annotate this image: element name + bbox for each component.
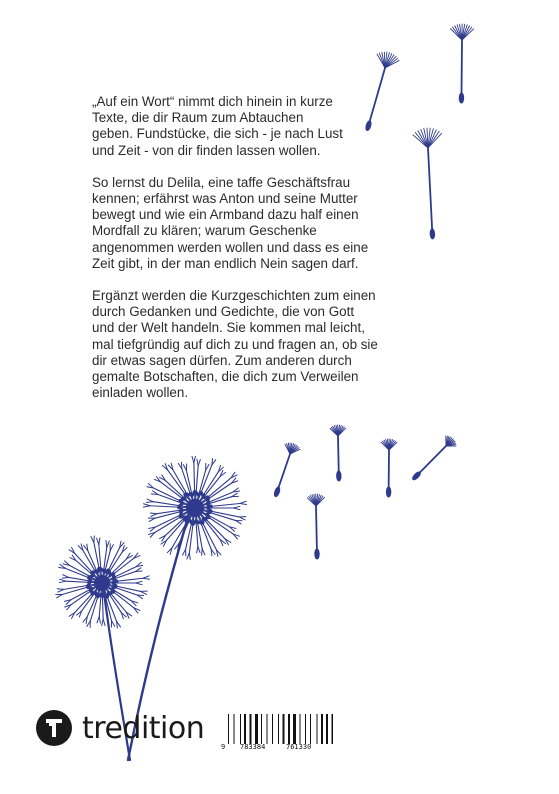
blurb-paragraph-3 bbox=[92, 288, 412, 401]
isbn-barcode bbox=[221, 714, 333, 754]
line: mal tiefgründig auf dich zu und fragen an, ob sie bbox=[92, 336, 378, 352]
blurb-paragraph-2 bbox=[92, 175, 412, 272]
line: einladen wollen. bbox=[92, 385, 189, 401]
line: Texte, die dir Raum zum Abtauchen bbox=[92, 110, 304, 126]
line: kennen; erfährst was Anton und seine Mutter bbox=[92, 191, 358, 207]
barcode-group-right: 761330 bbox=[286, 743, 312, 751]
barcode-group-left: 783384 bbox=[240, 743, 266, 751]
barcode-digit-first: 9 bbox=[221, 743, 226, 751]
line: gemalte Botschaften, die dich zum Verweilen bbox=[92, 369, 359, 385]
dandelion-head-large bbox=[143, 456, 246, 559]
line: Zeit gibt, in der man endlich Nein sagen darf. bbox=[92, 255, 359, 271]
line: „Auf ein Wort“ nimmt dich hinein in kurze bbox=[92, 94, 333, 109]
line: bewegt und wie ein Armband dazu half einen bbox=[92, 207, 359, 223]
line: angenommen werden wollen und dass es eine bbox=[92, 239, 369, 255]
barcode-bars bbox=[228, 714, 333, 744]
line: geben. Fundstücke, die sich - je nach Lust bbox=[92, 126, 343, 142]
line: Mordfall zu klären; warum Geschenke bbox=[92, 223, 317, 239]
blurb-paragraph-1 bbox=[92, 94, 412, 159]
line: So lernst du Delila, eine taffe Geschäftsfrau bbox=[92, 174, 351, 190]
publisher-name: tredition bbox=[82, 710, 205, 746]
blurb-text bbox=[92, 94, 412, 417]
line: und der Welt handeln. Sie kommen mal leicht, bbox=[92, 320, 365, 336]
line: und Zeit - von dir finden lassen wollen. bbox=[92, 142, 321, 158]
line: dir etwas sagen dürfen. Zum anderen durch bbox=[92, 352, 352, 368]
tredition-logo-icon bbox=[36, 710, 72, 746]
publisher-logo bbox=[36, 708, 204, 748]
line: Ergänzt werden die Kurzgeschichten zum einen bbox=[92, 288, 376, 304]
line: durch Gedanken und Gedichte, die von Gott bbox=[92, 304, 355, 320]
dandelion-head-small bbox=[56, 536, 150, 628]
